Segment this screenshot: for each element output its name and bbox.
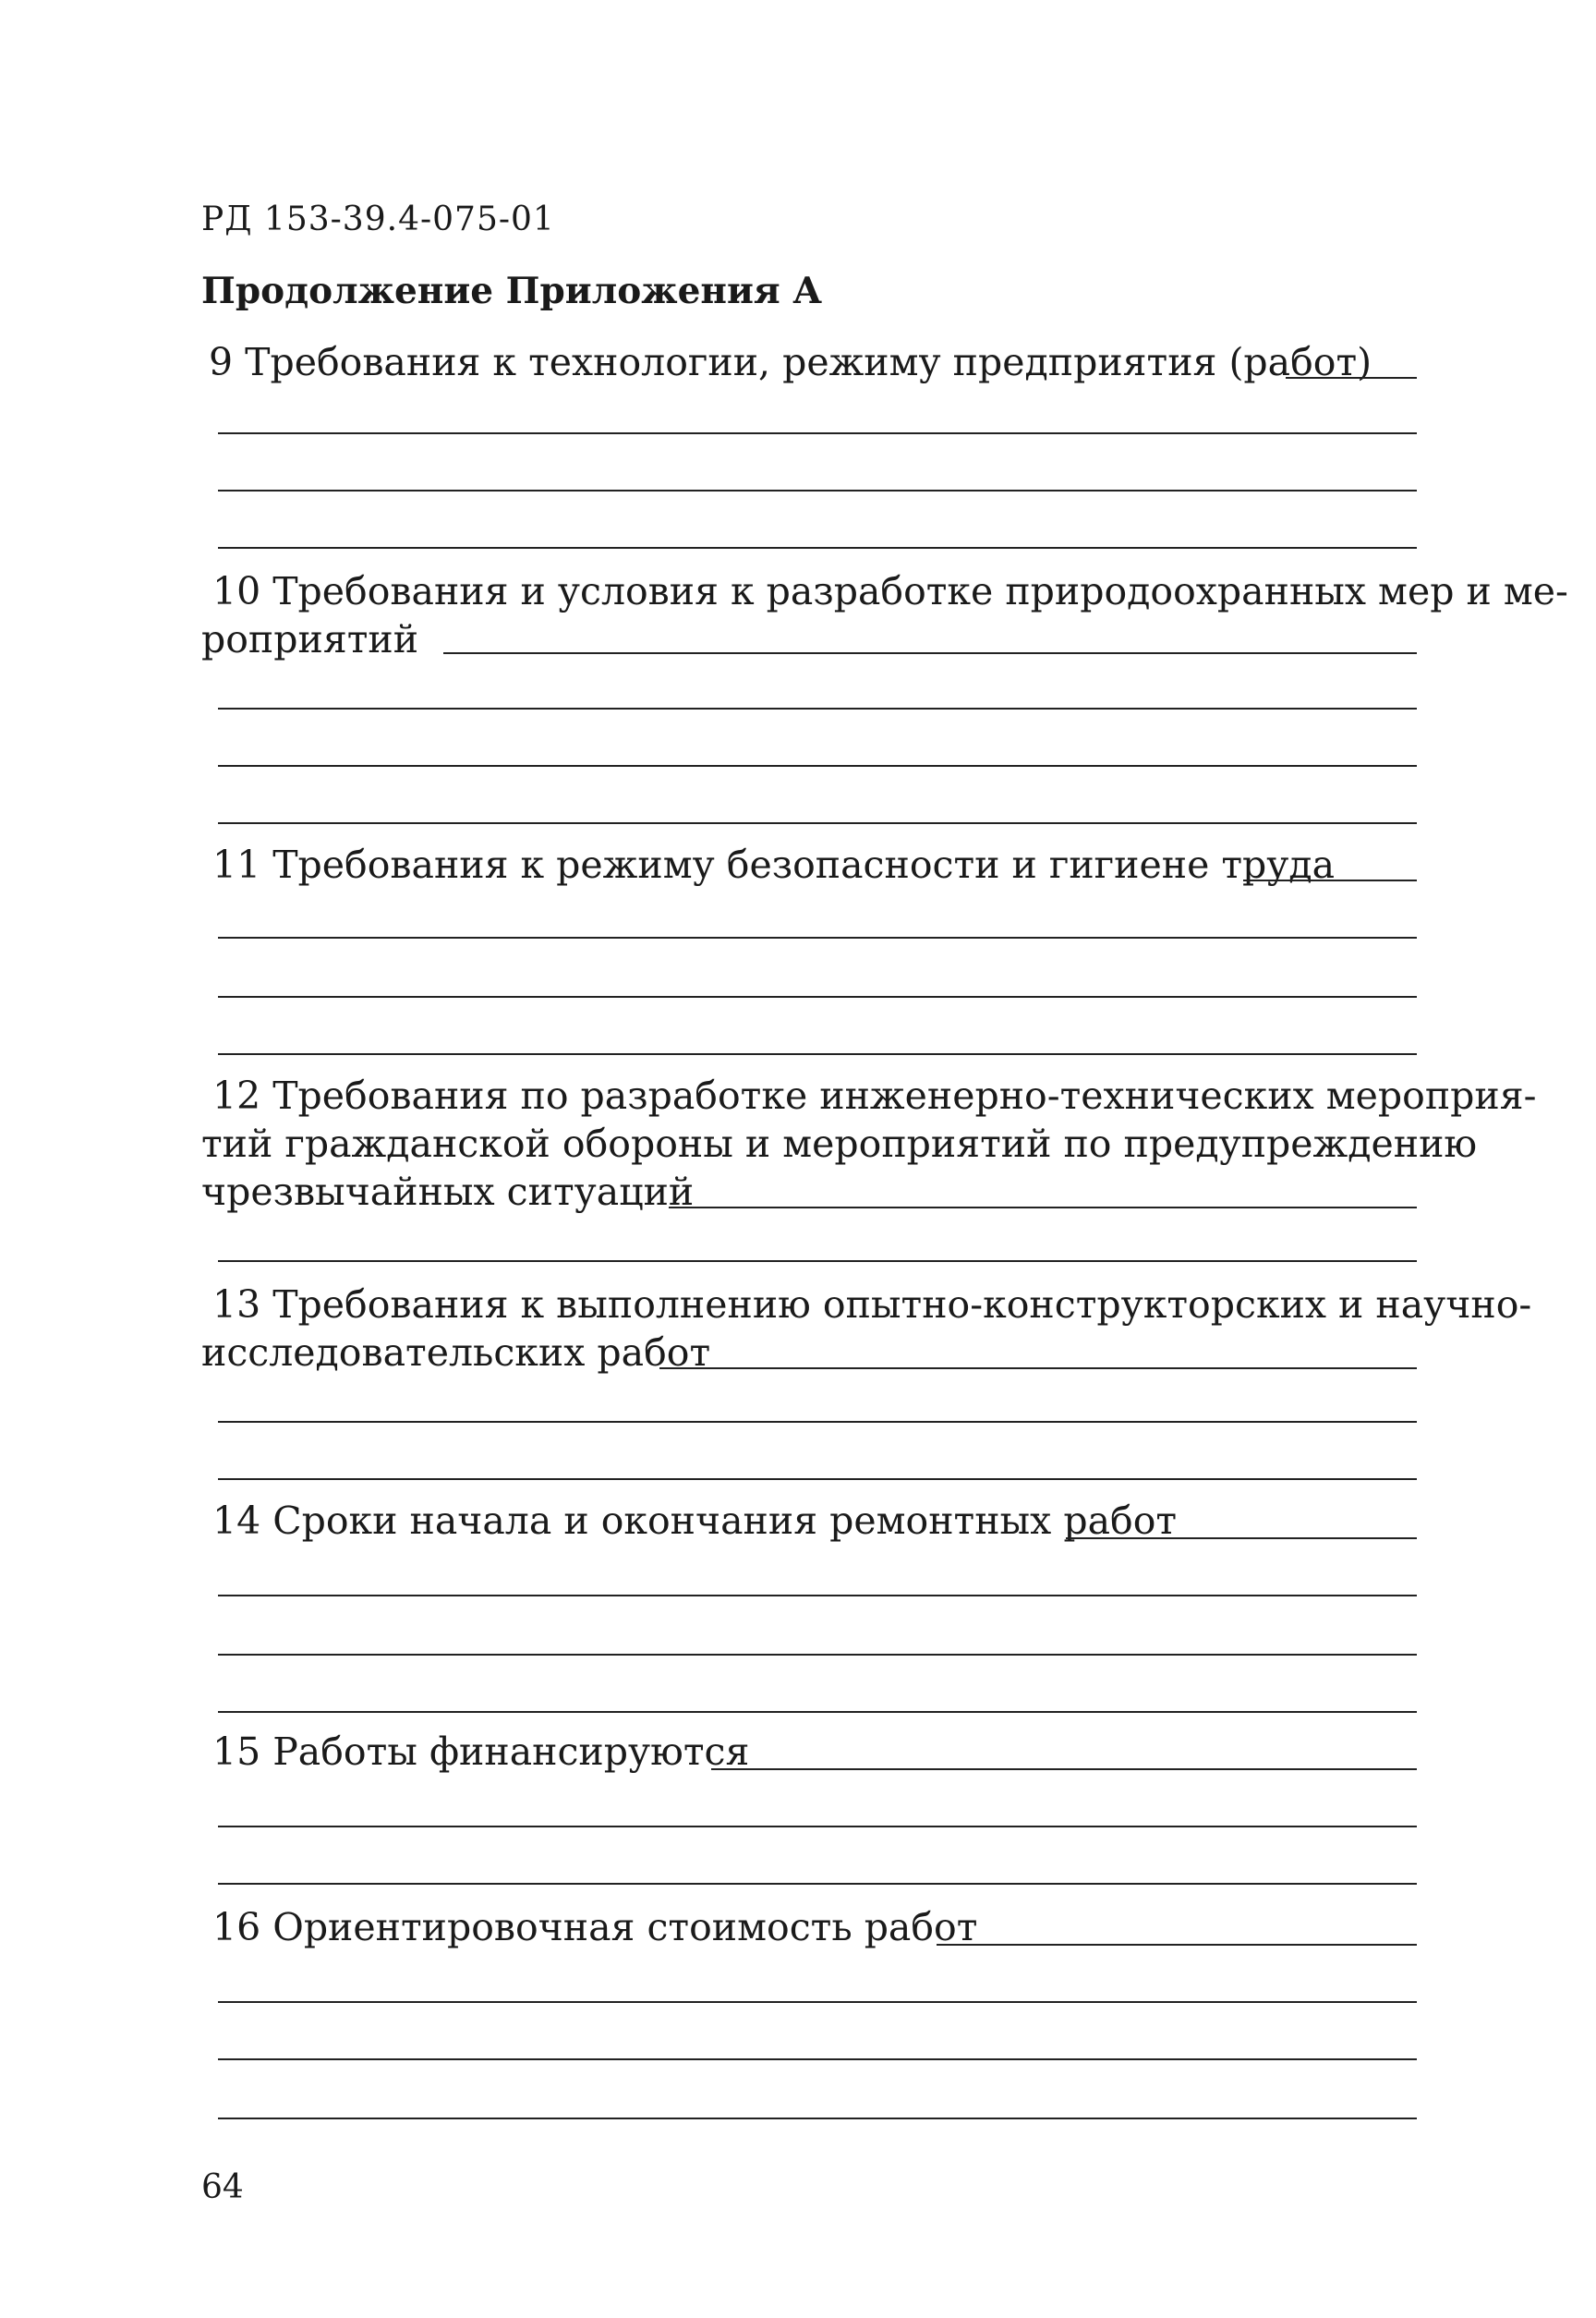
item-12-blank-line-1[interactable] bbox=[218, 1260, 1417, 1262]
item-14-blank-line-2[interactable] bbox=[218, 1654, 1417, 1656]
item-14-text: 14 Сроки начала и окончания ремонтных работ bbox=[212, 1499, 1178, 1543]
item-16-fill-line[interactable] bbox=[937, 1944, 1417, 1946]
item-10-blank-line-3[interactable] bbox=[218, 822, 1417, 824]
item-9-blank-line-2[interactable] bbox=[218, 490, 1417, 492]
item-11-blank-line-2[interactable] bbox=[218, 996, 1417, 998]
item-13-fill-line[interactable] bbox=[659, 1367, 1417, 1369]
item-10-text-line-1: 10 Требования и условия к разработке природоохранных мер и ме- bbox=[212, 569, 1568, 613]
item-11-blank-line-3[interactable] bbox=[218, 1053, 1417, 1055]
item-12-text-line-1: 12 Требования по разработке инженерно-технических мероприя- bbox=[212, 1074, 1537, 1118]
item-12-text-line-2: тий гражданской обороны и мероприятий по предупреждению bbox=[201, 1122, 1478, 1166]
item-16-blank-line-2[interactable] bbox=[218, 2058, 1417, 2060]
appendix-heading: Продолжение Приложения А bbox=[201, 270, 823, 312]
item-9-blank-line-3[interactable] bbox=[218, 547, 1417, 549]
item-16-text: 16 Ориентировочная стоимость работ bbox=[212, 1905, 978, 1949]
item-13-blank-line-1[interactable] bbox=[218, 1421, 1417, 1423]
item-16-blank-line-1[interactable] bbox=[218, 2001, 1417, 2003]
item-15-fill-line[interactable] bbox=[711, 1768, 1417, 1770]
item-16-blank-line-3[interactable] bbox=[218, 2118, 1417, 2119]
item-13-blank-line-2[interactable] bbox=[218, 1478, 1417, 1480]
item-12-text-line-3: чрезвычайных ситуаций bbox=[201, 1170, 695, 1214]
item-9-fill-line[interactable] bbox=[1286, 377, 1417, 379]
item-15-blank-line-1[interactable] bbox=[218, 1826, 1417, 1827]
item-10-fill-line[interactable] bbox=[443, 652, 1417, 654]
item-9-blank-line-1[interactable] bbox=[218, 432, 1417, 434]
item-9-text: 9 Требования к технологии, режиму предприятия (работ) bbox=[209, 340, 1372, 384]
page-number: 64 bbox=[201, 2168, 244, 2206]
item-14-blank-line-3[interactable] bbox=[218, 1711, 1417, 1713]
item-15-text: 15 Работы финансируются bbox=[212, 1729, 750, 1774]
item-11-fill-line[interactable] bbox=[1243, 880, 1417, 881]
item-10-blank-line-1[interactable] bbox=[218, 708, 1417, 710]
item-15-blank-line-2[interactable] bbox=[218, 1883, 1417, 1885]
item-14-fill-line[interactable] bbox=[1066, 1537, 1417, 1539]
item-11-text: 11 Требования к режиму безопасности и гигиене труда bbox=[212, 843, 1336, 887]
item-13-text-line-2: исследовательских работ bbox=[201, 1330, 711, 1375]
item-13-text-line-1: 13 Требования к выполнению опытно-конструкторских и научно- bbox=[212, 1282, 1532, 1327]
item-12-fill-line[interactable] bbox=[669, 1207, 1417, 1208]
item-14-blank-line-1[interactable] bbox=[218, 1595, 1417, 1596]
item-11-blank-line-1[interactable] bbox=[218, 937, 1417, 939]
document-code: РД 153-39.4-075-01 bbox=[201, 200, 555, 238]
item-10-blank-line-2[interactable] bbox=[218, 765, 1417, 767]
item-10-text-line-2: роприятий bbox=[201, 617, 419, 661]
